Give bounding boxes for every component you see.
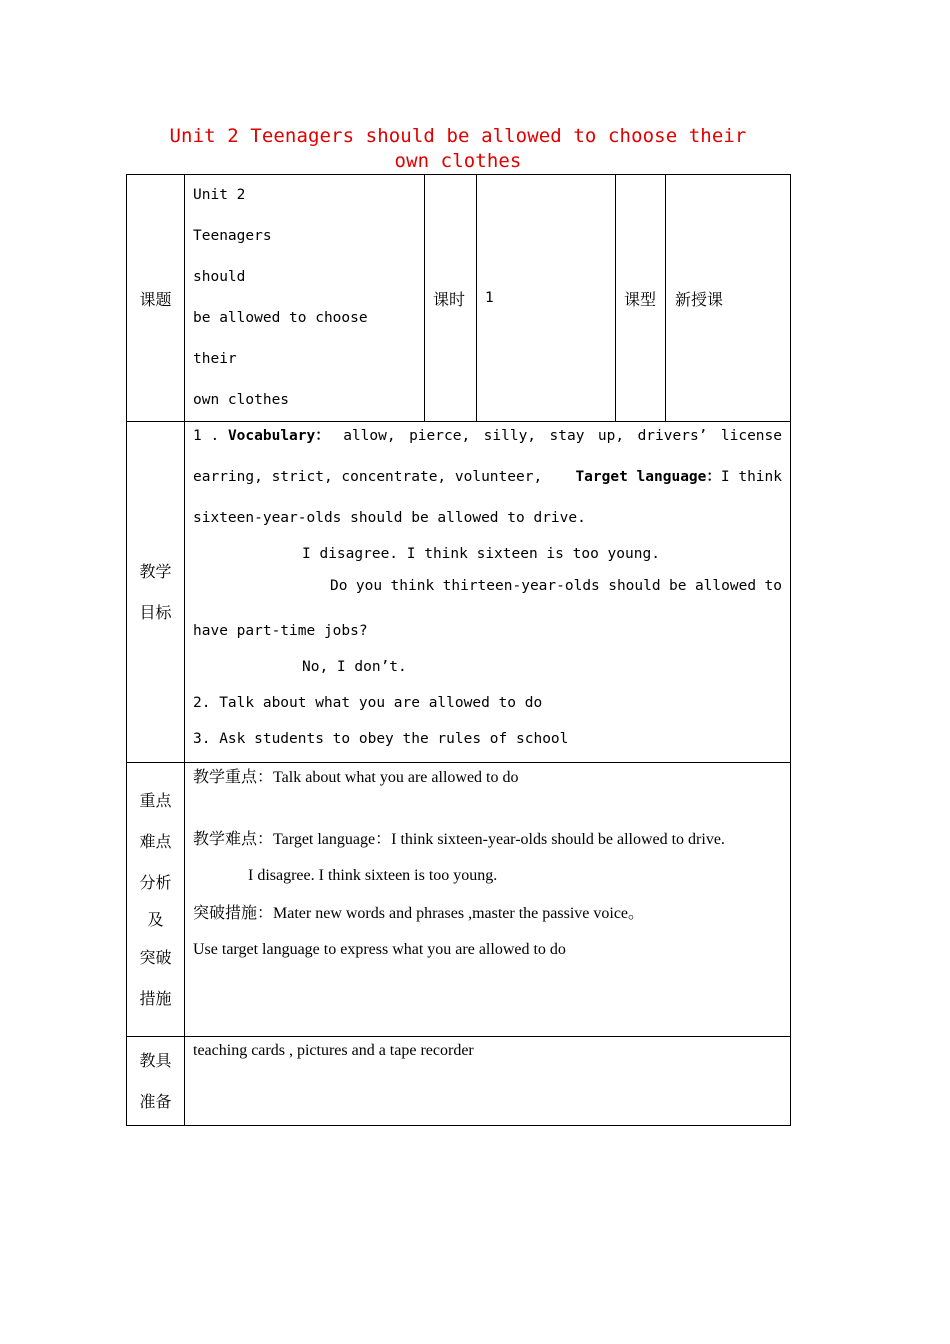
breakthrough-measures: 突破措施：Mater new words and phrases ,master the passive voice。 <box>193 903 645 922</box>
goals-line-target: earring, strict, concentrate, volunteer, Target language：I think <box>193 469 782 485</box>
key-points-label: 重点 难点 分析 及 突破 措施 <box>127 763 185 1037</box>
goals-item-3: 3. Ask students to obey the rules of school <box>193 731 569 747</box>
type-value: 新授课 <box>666 175 791 422</box>
lesson-plan-table <box>126 174 791 1126</box>
topic-row <box>127 175 791 422</box>
topic-line-2: be allowed to choose their <box>193 310 368 367</box>
topic-line-3: own clothes <box>193 392 290 408</box>
teaching-difficulty: 教学难点：Target language：I think sixteen-year-olds should be allowed to drive. <box>193 829 725 848</box>
topic-value <box>185 175 425 422</box>
tools-label: 教具 准备 <box>127 1037 185 1126</box>
goals-line-vocab: 1 . Vocabulary： allow, pierce, silly, stay up, drivers’ license <box>193 428 782 444</box>
teaching-focus: 教学重点：Talk about what you are allowed to do <box>193 767 519 786</box>
type-label: 课型 <box>616 175 666 422</box>
periods-label: 课时 <box>425 175 477 422</box>
goals-line-3: sixteen-year-olds should be allowed to drive. <box>193 510 586 526</box>
goals-item-2: 2. Talk about what you are allowed to do <box>193 695 543 711</box>
goals-content <box>185 422 791 763</box>
topic-line-1: Unit 2 Teenagers should <box>193 187 272 285</box>
vocab-label: Vocabulary： <box>227 428 330 444</box>
goals-line-7: No, I don’t. <box>302 659 407 675</box>
tools-row <box>127 1037 791 1126</box>
goals-label: 教学 目标 <box>127 422 185 763</box>
tools-content: teaching cards , pictures and a tape recorder <box>185 1037 791 1126</box>
goals-line-5: Do you think thirteen-year-olds should be allowed to <box>330 578 782 594</box>
goals-row <box>127 422 791 763</box>
periods-value: 1 <box>477 175 616 422</box>
breakthrough-measures-2: Use target language to express what you are allowed to do <box>193 941 566 958</box>
teaching-difficulty-2: I disagree. I think sixteen is too young. <box>248 867 498 884</box>
page-title: Unit 2 Teenagers should be allowed to choose their own clothes <box>169 125 747 172</box>
target-language-label: Target language： <box>575 469 721 485</box>
key-points-row <box>127 763 791 1037</box>
goals-line-4: I disagree. I think sixteen is too young. <box>302 546 660 562</box>
goals-line-6: have part-time jobs? <box>193 623 368 639</box>
key-points-content <box>185 763 791 1037</box>
topic-label: 课题 <box>127 175 185 422</box>
